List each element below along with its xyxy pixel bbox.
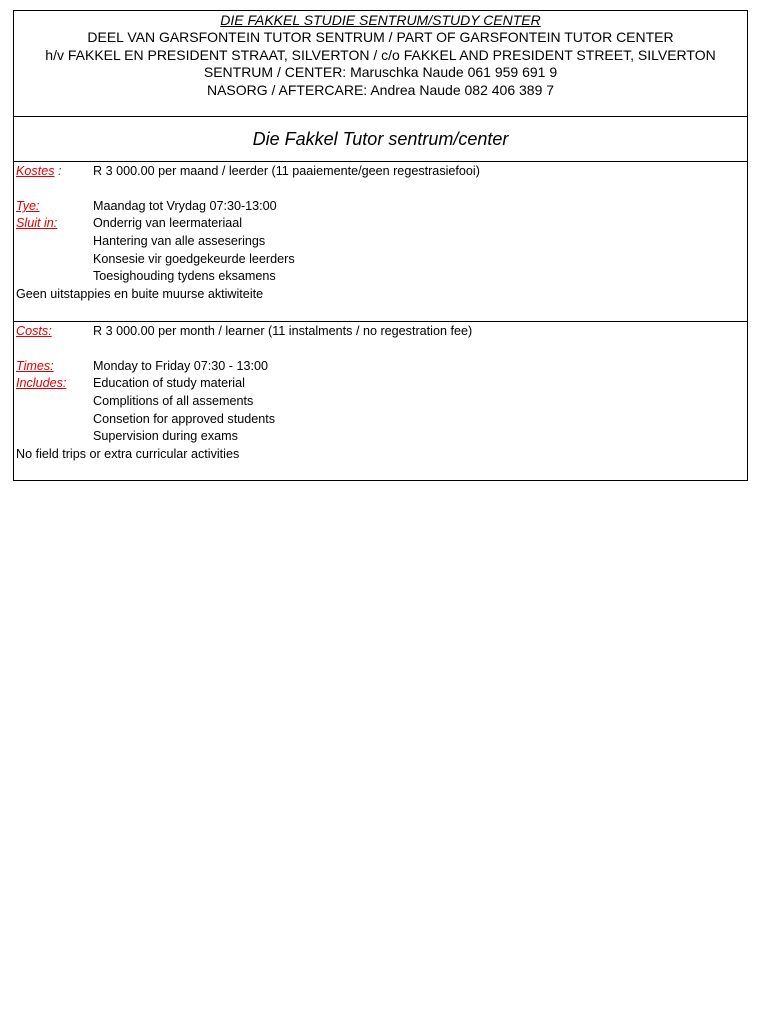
note-af: Geen uitstappies en buite muurse aktiwiteite	[16, 287, 264, 301]
section-subtitle: Die Fakkel Tutor sentrum/center	[14, 117, 747, 162]
includes-item-af: Hantering van alle asseserings	[93, 234, 266, 248]
includes-item-en: Consetion for approved students	[93, 412, 276, 426]
includes-item-en: Complitions of all assements	[93, 394, 254, 408]
times-value-en: Monday to Friday 07:30 - 13:00	[93, 359, 269, 373]
costs-value-af: R 3 000.00 per maand / leerder (11 paaiemente/geen regestrasiefooi)	[93, 164, 480, 178]
includes-item-en: Supervision during exams	[93, 429, 238, 443]
includes-item-en: Education of study material	[93, 376, 245, 390]
address-line: h/v FAKKEL EN PRESIDENT STRAAT, SILVERTON / c/o FAKKEL AND PRESIDENT STREET, SILVERTON	[45, 46, 716, 63]
aftercare-contact-line: NASORG / AFTERCARE: Andrea Naude 082 406 389 7	[206, 81, 555, 98]
times-value-af: Maandag tot Vrydag 07:30-13:00	[93, 199, 277, 213]
english-section	[14, 322, 747, 480]
includes-label-en: Includes:	[16, 376, 67, 390]
center-title: DIE FAKKEL STUDIE SENTRUM/STUDY CENTER	[220, 12, 541, 28]
note-en: No field trips or extra curricular activities	[16, 447, 240, 461]
includes-item-af: Konsesie vir goedgekeurde leerders	[93, 252, 295, 266]
affiliation-line: DEEL VAN GARSFONTEIN TUTOR SENTRUM / PART OF GARSFONTEIN TUTOR CENTER	[87, 29, 674, 46]
includes-label-af: Sluit in:	[16, 216, 58, 230]
includes-item-af: Toesighouding tydens eksamens	[93, 269, 276, 283]
costs-label-en: Costs:	[16, 324, 52, 338]
document-table	[13, 10, 748, 481]
includes-item-af: Onderrig van leermateriaal	[93, 216, 243, 230]
center-contact-line: SENTRUM / CENTER: Maruschka Naude 061 959 691 9	[203, 64, 558, 81]
costs-value-en: R 3 000.00 per month / learner (11 instalments / no regestration fee)	[93, 324, 473, 338]
document-header	[14, 11, 747, 117]
times-label-af: Tye:	[16, 199, 40, 213]
times-label-en: Times:	[16, 359, 54, 373]
afrikaans-section	[14, 162, 747, 322]
costs-label-af: Kostes :	[16, 164, 62, 178]
